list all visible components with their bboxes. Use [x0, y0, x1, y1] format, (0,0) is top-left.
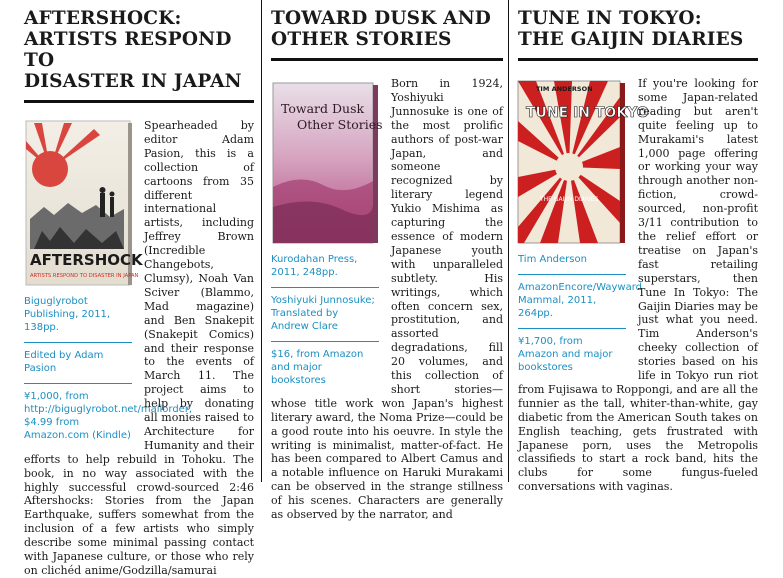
article-tune-in-tokyo: [518, 0, 758, 494]
cover-title: Toward Dusk: [281, 101, 365, 116]
headline: AFTERSHOCK: ARTISTS RESPOND TO DISASTER IN JAPAN: [24, 8, 254, 103]
headline: TOWARD DUSK AND OTHER STORIES: [271, 8, 503, 61]
headline: TUNE IN TOKYO: THE GAIJIN DIARIES: [518, 8, 758, 61]
price-info: ¥1,000, from http://biguglyrobot.net/mailorder, $4.99 from Amazon.com (Kindle): [24, 383, 132, 444]
author-info: Yoshiyuki Junnosuke; Translated by Andrew Clare: [271, 287, 379, 335]
publisher-info: Biguglyrobot Publishing, 2011, 138pp.: [24, 296, 111, 333]
publisher-info: AmazonEncore/Wayward Mammal, 2011, 264pp.: [518, 274, 626, 322]
cover-subtitle: Other Stories: [297, 117, 383, 132]
article-toward-dusk: [271, 0, 503, 522]
review-text: Born in 1924, Yoshiyuki Junnosuke is one of the most prolific authors of post-war Japan, and someone recognized by literary legend Yukio Mishima as capturing the essence of modern Japanese youth with unparalleled subtlety. His writings, which often concern sex, prostitution, and assorted degradations, fill 20 volumes, and this collection of short stories—whose title work won Japan's highest literary award, the Noma Prize—could be a good route into his oeuvre. In style the writing is minimalist, matter-of-fact. He has been compared to Albert Camus and a notable influence on Haruki Murakami can be observed in the strange stillness of his scenes. Characters are generally as observed by the narrator, and: [271, 77, 503, 522]
aftershock-cover-image: [24, 119, 143, 287]
price-info: ¥1,700, from Amazon and major bookstores: [518, 328, 626, 376]
cover-title: AFTERSHOCK: [30, 251, 143, 269]
price-info: $16, from Amazon and major bookstores: [271, 341, 379, 389]
review-text: Spearheaded by editor Adam Pasion, this is a collection of cartoons from 35 different international artists, including Jeffrey Brown (Incredible Changebots, Clumsy), Noah Van Sciver (Blammo, Mad magazine) and Ben Snakepit (Snakepit Comics) and their response to the events of March 11. The project aims to help by donating all monies raised to Architecture for Humanity and their efforts to help rebuild in Tohoku. The book, in no way associated with the highly successful crowd-sourced 2:46 Aftershocks: Stories from the Japan Earthquake, suffers somewhat from the inclusion of a few artists who simply describe some minimal passing contact with Japanese culture, or those who rely on clichéd anime/Godzilla/samurai: [24, 119, 254, 577]
book-cover-tune-in-tokyo: [518, 77, 649, 376]
cover-subtitle: THE GAIJIN DIARIES: [540, 196, 599, 203]
author-info: Tim Anderson: [518, 254, 587, 265]
article-aftershock: [24, 0, 254, 577]
cover-author: TIM ANDERSON: [536, 85, 593, 93]
cover-title: TUNE IN TOKYO: [526, 105, 649, 121]
column-divider: [508, 0, 509, 482]
book-cover-toward-dusk: [271, 77, 383, 389]
toward-dusk-cover-image: [271, 77, 383, 245]
tune-in-tokyo-cover-image: [518, 77, 649, 245]
publisher-info: Kurodahan Press, 2011, 248pp.: [271, 254, 358, 278]
cover-subtitle: ARTISTS RESPOND TO DISASTER IN JAPAN: [30, 273, 139, 279]
editor-info: Edited by Adam Pasion: [24, 342, 132, 377]
review-text: If you're looking for some Japan-related reading but aren't quite feeling up to Murakami's latest 1,000 page offering or working your way through another non-fiction, crowd-sourced, non-profit 3/11 contribution to the relief effort or treatise on Japan's fast retailing superstars, then Tune In Tokyo: The Gaijin Diaries may be just what you need. Tim Anderson's cheeky collection of stories based on his life in Tokyo run riot from Fujisawa to Roppongi, and are all the funnier as the tall, whiter-than-white, gay diabetic from the American South takes on English teaching, gets frustrated with Japanese porn, uses the Metropolis classifieds to start a rock band, hits the clubs for some fungus-fueled conversations with vaginas.: [518, 77, 758, 494]
column-divider: [261, 0, 262, 482]
